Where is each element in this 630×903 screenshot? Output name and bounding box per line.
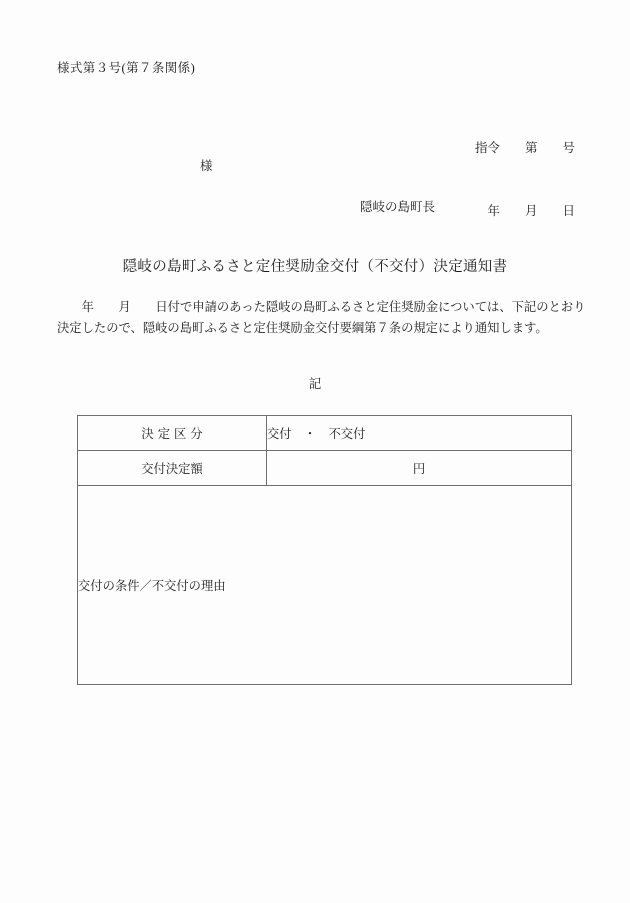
decision-category-label: 決定区分 — [78, 416, 267, 451]
table-row — [78, 451, 572, 486]
grant-amount-label: 交付決定額 — [78, 451, 267, 486]
form-number: 様式第３号(第７条関係) — [57, 61, 196, 75]
ki-marker: 記 — [308, 377, 322, 391]
table-row — [78, 416, 572, 451]
issuer-name: 隠岐の島町長 — [360, 200, 436, 214]
reason-label[interactable]: 交付の条件／不交付の理由 — [78, 486, 572, 685]
issue-date-line: 年 月 日 — [487, 204, 575, 218]
body-line-2: 決定したので、隠岐の島町ふるさと定住奨励金交付要綱第７条の規定により通知します。 — [57, 321, 548, 335]
decision-table — [77, 415, 572, 685]
table-row — [78, 486, 572, 685]
decision-category-value[interactable]: 交付 ・ 不交付 — [267, 416, 572, 451]
document-title: 隠岐の島町ふるさと定住奨励金交付（不交付）決定通知書 — [122, 259, 508, 275]
grant-amount-value[interactable]: 円 — [267, 451, 572, 486]
body-line-1: 年 月 日付で申請のあった隠岐の島町ふるさと定住奨励金については、下記のとおり — [57, 300, 586, 314]
addressee-suffix: 様 — [200, 159, 213, 173]
order-number-line: 指令 第 号 — [474, 141, 575, 155]
body-paragraph — [57, 297, 586, 339]
issue-info-block — [475, 96, 575, 264]
